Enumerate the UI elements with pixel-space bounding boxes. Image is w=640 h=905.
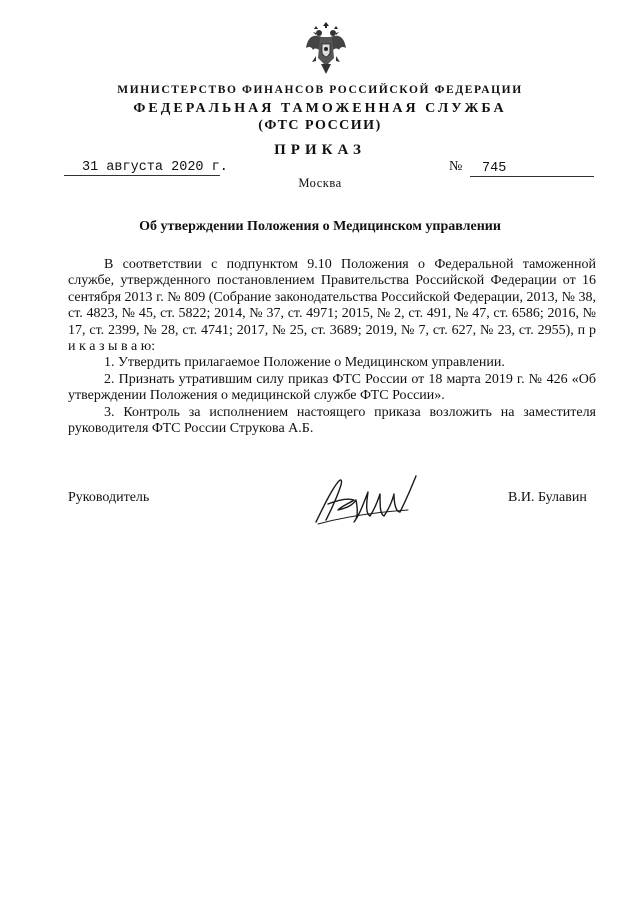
- order-date: 31 августа 2020 г.: [64, 160, 220, 176]
- service-name: ФЕДЕРАЛЬНАЯ ТАМОЖЕННАЯ СЛУЖБА: [133, 101, 507, 116]
- handwritten-signature: [308, 470, 428, 530]
- body-item-2: 2. Признать утратившим силу приказ ФТС России от 18 марта 2019 г. № 426 «Об утверждении Положения о медицинской службе ФТС России».: [68, 371, 596, 404]
- body-item-1: 1. Утвердить прилагаемое Положение о Медицинском управлении.: [104, 355, 505, 371]
- body-intro: В соответствии с подпунктом 9.10 Положения о Федеральной таможенной службе, утвержденного постановлением Правительства Российской Федерации от 16 сентября 2013 г. № 809 (Собрание законодательства Российской Федерации, 2013, № 38, ст. 4823, № 45, ст. 5822; 2014, № 37, ст. 4971; 2015, № 2, ст. 491, № 47, ст. 6586; 2016, № 17, ст. 2399, № 28, ст. 4741; 2017, № 25, ст. 3689; 2019, № 7, ст. 627, № 23, ст. 2955), п р и к а з ы в а ю:: [68, 257, 596, 355]
- issuing-city: Москва: [298, 176, 342, 190]
- ministry-name: МИНИСТЕРСТВО ФИНАНСОВ РОССИЙСКОЙ ФЕДЕРАЦИИ: [117, 84, 523, 96]
- order-number: 745: [470, 161, 594, 177]
- order-body: [68, 257, 596, 437]
- signatory-name: В.И. Булавин: [508, 490, 587, 505]
- body-item-3: 3. Контроль за исполнением настоящего приказа возложить на заместителя руководителя ФТС России Струкова А.Б.: [68, 404, 596, 437]
- order-number-label: №: [449, 159, 463, 174]
- order-subject: Об утверждении Положения о Медицинском управлении: [139, 219, 501, 234]
- service-abbreviation: (ФТС РОССИИ): [258, 118, 382, 133]
- document-type: ПРИКАЗ: [274, 142, 366, 158]
- coat-of-arms-icon: [304, 20, 348, 76]
- signatory-role: Руководитель: [68, 490, 150, 505]
